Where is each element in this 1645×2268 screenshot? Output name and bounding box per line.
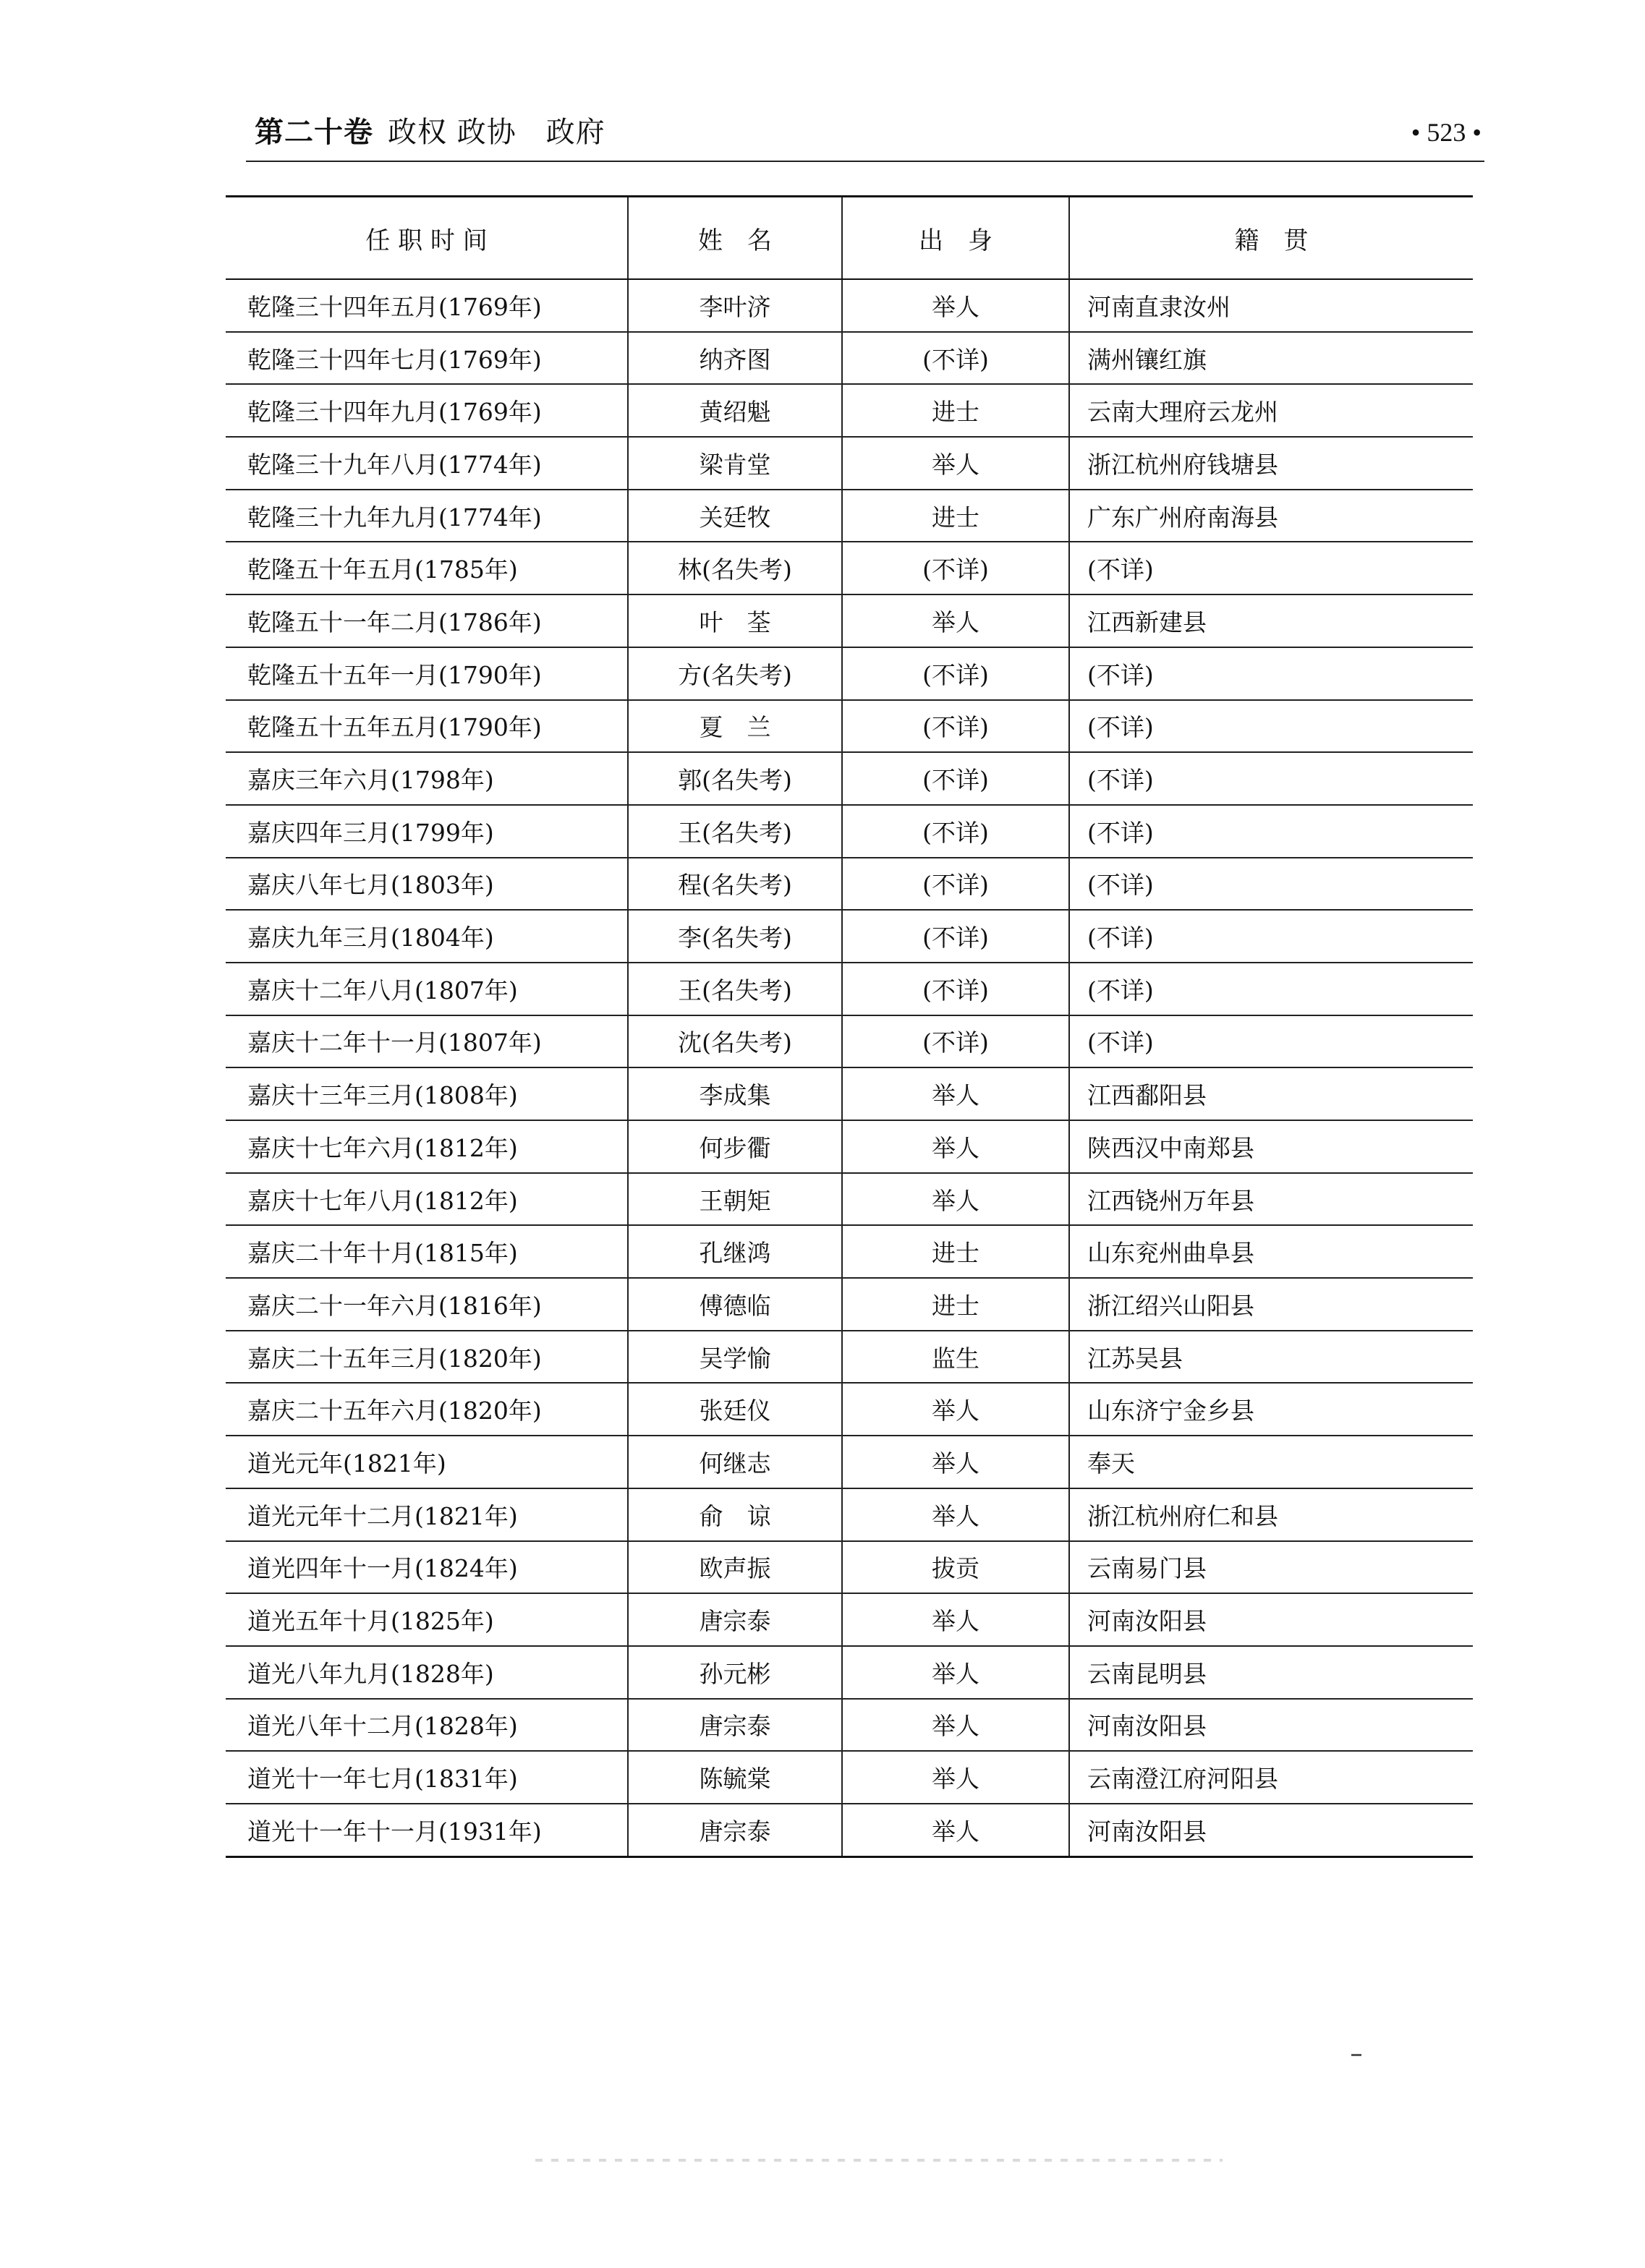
cell-origin: (不详) <box>842 963 1069 1015</box>
cell-place: 满州镶红旗 <box>1069 332 1473 385</box>
cell-place: 山东兖州曲阜县 <box>1069 1225 1473 1278</box>
header-title <box>255 107 605 158</box>
table-body <box>226 279 1473 1856</box>
cell-place: 河南汝阳县 <box>1069 1804 1473 1856</box>
table-row <box>226 752 1473 805</box>
column-header-date: 任 职 时 间 <box>226 197 628 280</box>
cell-date: 嘉庆二十一年六月(1816年) <box>226 1278 628 1331</box>
table-row <box>226 1436 1473 1488</box>
cell-origin: 举人 <box>842 1488 1069 1541</box>
cell-place: 广东广州府南海县 <box>1069 490 1473 542</box>
table-row <box>226 437 1473 490</box>
table-row <box>226 647 1473 700</box>
table-row <box>226 910 1473 963</box>
cell-place: 江西鄱阳县 <box>1069 1067 1473 1120</box>
cell-date: 乾隆五十五年五月(1790年) <box>226 700 628 753</box>
cell-date: 嘉庆四年三月(1799年) <box>226 805 628 858</box>
header-rule <box>246 161 1484 162</box>
cell-place: 云南易门县 <box>1069 1541 1473 1594</box>
cell-origin: (不详) <box>842 700 1069 753</box>
cell-name: 王(名失考) <box>628 963 842 1015</box>
running-header <box>255 107 1484 158</box>
cell-date: 道光四年十一月(1824年) <box>226 1541 628 1594</box>
cell-name: 纳齐图 <box>628 332 842 385</box>
page-number: • 523 • <box>1411 118 1482 147</box>
cell-origin: 举人 <box>842 1383 1069 1436</box>
cell-name: 关廷牧 <box>628 490 842 542</box>
cell-name: 程(名失考) <box>628 858 842 911</box>
table-row <box>226 1173 1473 1226</box>
cell-name: 黄绍魁 <box>628 384 842 437</box>
table-row <box>226 279 1473 332</box>
cell-date: 嘉庆二十五年三月(1820年) <box>226 1331 628 1384</box>
table-row <box>226 384 1473 437</box>
cell-place: 江西铙州万年县 <box>1069 1173 1473 1226</box>
table-row <box>226 1488 1473 1541</box>
cell-place: 浙江杭州府钱塘县 <box>1069 437 1473 490</box>
cell-place: 云南昆明县 <box>1069 1646 1473 1699</box>
cell-place: 江西新建县 <box>1069 594 1473 647</box>
table-row <box>226 1699 1473 1752</box>
cell-place: (不详) <box>1069 542 1473 594</box>
cell-origin: 监生 <box>842 1331 1069 1384</box>
cell-date: 乾隆五十年五月(1785年) <box>226 542 628 594</box>
cell-origin: (不详) <box>842 910 1069 963</box>
scan-artifact <box>535 2159 1223 2162</box>
cell-name: 王朝矩 <box>628 1173 842 1226</box>
section-label: 政权 政协 政府 <box>388 116 605 149</box>
scan-mark <box>1351 2054 1361 2056</box>
cell-date: 嘉庆十七年八月(1812年) <box>226 1173 628 1226</box>
cell-date: 乾隆三十四年七月(1769年) <box>226 332 628 385</box>
cell-date: 嘉庆十二年十一月(1807年) <box>226 1015 628 1068</box>
cell-date: 嘉庆十七年六月(1812年) <box>226 1120 628 1173</box>
column-header-name: 姓 名 <box>628 197 842 280</box>
cell-name: 吴学愉 <box>628 1331 842 1384</box>
cell-origin: (不详) <box>842 542 1069 594</box>
cell-origin: 举人 <box>842 1120 1069 1173</box>
officials-table <box>226 195 1473 1858</box>
cell-name: 李叶济 <box>628 279 842 332</box>
cell-origin: (不详) <box>842 332 1069 385</box>
cell-date: 道光十一年十一月(1931年) <box>226 1804 628 1856</box>
cell-place: 河南直隶汝州 <box>1069 279 1473 332</box>
cell-date: 乾隆三十九年八月(1774年) <box>226 437 628 490</box>
table-row <box>226 1120 1473 1173</box>
cell-origin: 举人 <box>842 1593 1069 1646</box>
cell-place: (不详) <box>1069 647 1473 700</box>
table-row <box>226 332 1473 385</box>
cell-name: 王(名失考) <box>628 805 842 858</box>
cell-place: 河南汝阳县 <box>1069 1699 1473 1752</box>
cell-date: 道光元年十二月(1821年) <box>226 1488 628 1541</box>
table-row <box>226 594 1473 647</box>
cell-place: (不详) <box>1069 700 1473 753</box>
table-row <box>226 1541 1473 1594</box>
cell-date: 乾隆三十九年九月(1774年) <box>226 490 628 542</box>
table-row <box>226 1383 1473 1436</box>
cell-place: 云南大理府云龙州 <box>1069 384 1473 437</box>
table-row <box>226 1278 1473 1331</box>
cell-date: 嘉庆十三年三月(1808年) <box>226 1067 628 1120</box>
cell-name: 林(名失考) <box>628 542 842 594</box>
cell-place: 奉天 <box>1069 1436 1473 1488</box>
cell-origin: 进士 <box>842 490 1069 542</box>
cell-date: 嘉庆九年三月(1804年) <box>226 910 628 963</box>
cell-origin: 举人 <box>842 1751 1069 1804</box>
cell-name: 孔继鸿 <box>628 1225 842 1278</box>
cell-origin: 进士 <box>842 1225 1069 1278</box>
cell-origin: 举人 <box>842 437 1069 490</box>
cell-name: 俞 谅 <box>628 1488 842 1541</box>
cell-date: 嘉庆八年七月(1803年) <box>226 858 628 911</box>
table-row <box>226 700 1473 753</box>
cell-name: 方(名失考) <box>628 647 842 700</box>
table-row <box>226 1067 1473 1120</box>
table-row <box>226 542 1473 594</box>
cell-place: 山东济宁金乡县 <box>1069 1383 1473 1436</box>
cell-place: 浙江杭州府仁和县 <box>1069 1488 1473 1541</box>
cell-origin: 举人 <box>842 1646 1069 1699</box>
cell-date: 乾隆三十四年五月(1769年) <box>226 279 628 332</box>
table-row <box>226 1225 1473 1278</box>
column-header-place: 籍 贯 <box>1069 197 1473 280</box>
cell-name: 傅德临 <box>628 1278 842 1331</box>
cell-name: 张廷仪 <box>628 1383 842 1436</box>
cell-origin: (不详) <box>842 647 1069 700</box>
cell-origin: 举人 <box>842 1436 1069 1488</box>
table-row <box>226 1751 1473 1804</box>
cell-origin: 进士 <box>842 384 1069 437</box>
cell-name: 唐宗泰 <box>628 1804 842 1856</box>
cell-origin: (不详) <box>842 752 1069 805</box>
cell-date: 道光五年十月(1825年) <box>226 1593 628 1646</box>
cell-name: 何步衢 <box>628 1120 842 1173</box>
cell-origin: 举人 <box>842 279 1069 332</box>
cell-origin: 举人 <box>842 1173 1069 1226</box>
cell-place: 河南汝阳县 <box>1069 1593 1473 1646</box>
cell-origin: 举人 <box>842 1067 1069 1120</box>
cell-date: 嘉庆二十五年六月(1820年) <box>226 1383 628 1436</box>
table-row <box>226 1646 1473 1699</box>
cell-place: 浙江绍兴山阳县 <box>1069 1278 1473 1331</box>
cell-place: (不详) <box>1069 752 1473 805</box>
cell-origin: 进士 <box>842 1278 1069 1331</box>
cell-date: 乾隆五十五年一月(1790年) <box>226 647 628 700</box>
cell-place: (不详) <box>1069 805 1473 858</box>
cell-name: 郭(名失考) <box>628 752 842 805</box>
cell-place: 江苏吴县 <box>1069 1331 1473 1384</box>
cell-name: 何继志 <box>628 1436 842 1488</box>
cell-name: 沈(名失考) <box>628 1015 842 1068</box>
cell-name: 欧声振 <box>628 1541 842 1594</box>
cell-date: 道光十一年七月(1831年) <box>226 1751 628 1804</box>
cell-name: 唐宗泰 <box>628 1699 842 1752</box>
cell-date: 道光八年九月(1828年) <box>226 1646 628 1699</box>
cell-origin: 举人 <box>842 1804 1069 1856</box>
table-row <box>226 805 1473 858</box>
table-row <box>226 963 1473 1015</box>
cell-origin: (不详) <box>842 858 1069 911</box>
cell-place: (不详) <box>1069 963 1473 1015</box>
cell-date: 嘉庆三年六月(1798年) <box>226 752 628 805</box>
table-header-row <box>226 197 1473 280</box>
cell-origin: (不详) <box>842 1015 1069 1068</box>
cell-date: 乾隆三十四年九月(1769年) <box>226 384 628 437</box>
cell-name: 孙元彬 <box>628 1646 842 1699</box>
table-row <box>226 1593 1473 1646</box>
cell-date: 道光元年(1821年) <box>226 1436 628 1488</box>
cell-name: 李成集 <box>628 1067 842 1120</box>
table-row <box>226 858 1473 911</box>
cell-place: 云南澄江府河阳县 <box>1069 1751 1473 1804</box>
table-row <box>226 1804 1473 1856</box>
table-row <box>226 1015 1473 1068</box>
cell-place: (不详) <box>1069 858 1473 911</box>
cell-date: 道光八年十二月(1828年) <box>226 1699 628 1752</box>
cell-date: 乾隆五十一年二月(1786年) <box>226 594 628 647</box>
cell-name: 叶 荃 <box>628 594 842 647</box>
cell-origin: 拔贡 <box>842 1541 1069 1594</box>
cell-name: 唐宗泰 <box>628 1593 842 1646</box>
cell-place: 陕西汉中南郑县 <box>1069 1120 1473 1173</box>
cell-name: 梁肯堂 <box>628 437 842 490</box>
officials-table-container <box>226 195 1473 1858</box>
cell-place: (不详) <box>1069 910 1473 963</box>
cell-name: 李(名失考) <box>628 910 842 963</box>
table-row <box>226 490 1473 542</box>
table-row <box>226 1331 1473 1384</box>
cell-origin: 举人 <box>842 1699 1069 1752</box>
volume-label: 第二十卷 <box>255 116 373 149</box>
cell-date: 嘉庆十二年八月(1807年) <box>226 963 628 1015</box>
cell-name: 陈毓棠 <box>628 1751 842 1804</box>
cell-date: 嘉庆二十年十月(1815年) <box>226 1225 628 1278</box>
cell-origin: 举人 <box>842 594 1069 647</box>
cell-place: (不详) <box>1069 1015 1473 1068</box>
cell-name: 夏 兰 <box>628 700 842 753</box>
cell-origin: (不详) <box>842 805 1069 858</box>
column-header-origin: 出 身 <box>842 197 1069 280</box>
